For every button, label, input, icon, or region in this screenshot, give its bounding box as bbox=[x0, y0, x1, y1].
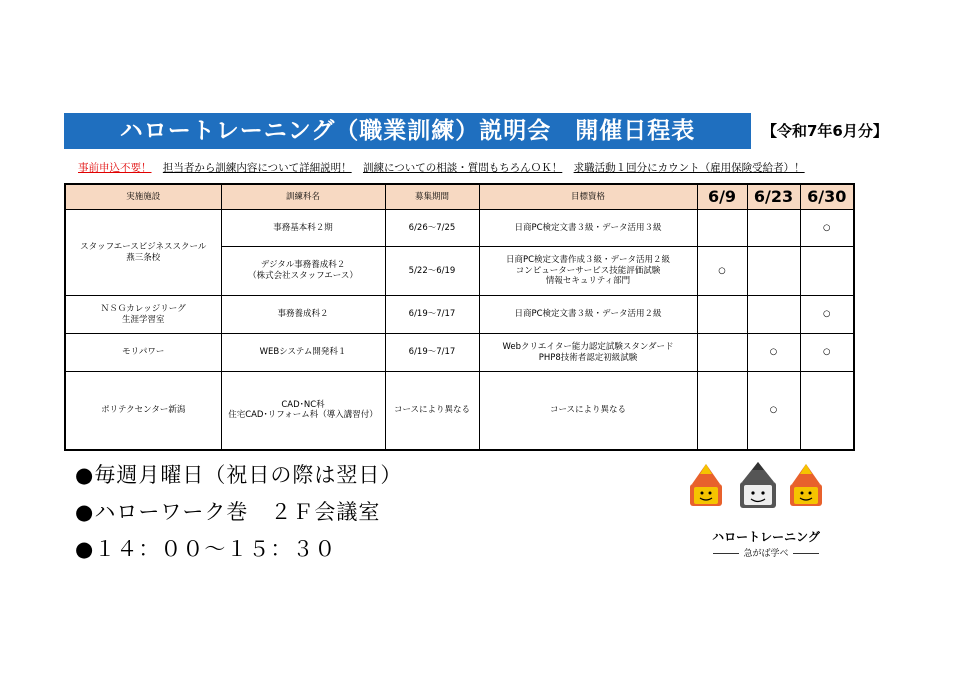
pencil-character-icon bbox=[740, 462, 776, 508]
count-note: 求職活動１回分にカウント（雇用保険受給者）！ bbox=[573, 162, 805, 174]
mark-cell bbox=[697, 334, 747, 372]
mark-cell bbox=[697, 210, 747, 247]
period-cell: コースにより異なる bbox=[385, 372, 479, 450]
target-cell: Webクリエイター能力認定試験スタンダード PHP8技術者認定初級試験 bbox=[479, 334, 697, 372]
logo-tagline: 急がば学べ bbox=[703, 546, 829, 559]
facility-cell: スタッフエースビジネススクール 燕三条校 bbox=[65, 210, 221, 296]
course-cell: 事務養成科２ bbox=[221, 296, 385, 334]
detail-note: 担当者から訓練内容について詳細説明！ bbox=[162, 162, 352, 174]
mark-cell bbox=[747, 247, 800, 296]
period-cell: 5/22～6/19 bbox=[385, 247, 479, 296]
course-cell: 事務基本科２期 bbox=[221, 210, 385, 247]
header-target: 目標資格 bbox=[479, 184, 697, 210]
table-row bbox=[65, 210, 854, 247]
mark-cell bbox=[800, 247, 854, 296]
facility-cell: ＮＳＧカレッジリーグ 生涯学習室 bbox=[65, 296, 221, 334]
facility-cell: モリパワー bbox=[65, 334, 221, 372]
mark-cell bbox=[747, 296, 800, 334]
mark-cell bbox=[800, 372, 854, 450]
mark-cell: ○ bbox=[697, 247, 747, 296]
header-course: 訓練科名 bbox=[221, 184, 385, 210]
page-title: ハロートレーニング（職業訓練）説明会 開催日程表 bbox=[64, 113, 751, 149]
target-cell: 日商PC検定文書作成３級・データ活用２級 コンピューターサービス技能評価試験 情報セキュリティ部門 bbox=[479, 247, 697, 296]
table-row bbox=[65, 334, 854, 372]
notice-line bbox=[78, 160, 805, 175]
course-cell: CAD･NC科 住宅CAD･リフォーム科（導入講習付） bbox=[221, 372, 385, 450]
pencil-character-icon bbox=[690, 464, 722, 506]
consult-note: 訓練についての相談・質問もちろんＯＫ！ bbox=[362, 162, 563, 174]
header-facility: 実施施設 bbox=[65, 184, 221, 210]
pencil-character-icon bbox=[790, 464, 822, 506]
no-reservation-note: 事前申込不要！ bbox=[78, 162, 152, 174]
logo-name: ハロートレーニング bbox=[712, 530, 820, 544]
mark-cell bbox=[697, 372, 747, 450]
time: ●１４：００～１５：３０ bbox=[75, 537, 337, 561]
table-header-row bbox=[65, 184, 854, 210]
target-cell: コースにより異なる bbox=[479, 372, 697, 450]
mark-cell: ○ bbox=[800, 296, 854, 334]
facility-cell: ポリテクセンター新潟 bbox=[65, 372, 221, 450]
venue: ●ハローワーク巻 ２Ｆ会議室 bbox=[75, 500, 381, 524]
schedule-day: ●毎週月曜日（祝日の際は翌日） bbox=[75, 463, 403, 487]
table-row bbox=[65, 296, 854, 334]
mark-cell: ○ bbox=[800, 334, 854, 372]
header-date-1: 6/9 bbox=[697, 184, 747, 210]
mark-cell: ○ bbox=[747, 372, 800, 450]
period-cell: 6/19～7/17 bbox=[385, 334, 479, 372]
mark-cell bbox=[747, 210, 800, 247]
course-cell: WEBシステム開発科１ bbox=[221, 334, 385, 372]
mark-cell: ○ bbox=[747, 334, 800, 372]
schedule-table bbox=[64, 183, 855, 451]
header-period: 募集期間 bbox=[385, 184, 479, 210]
period-cell: 6/26～7/25 bbox=[385, 210, 479, 247]
target-cell: 日商PC検定文書３級・データ活用２級 bbox=[479, 296, 697, 334]
table-row bbox=[65, 372, 854, 450]
header-date-2: 6/23 bbox=[747, 184, 800, 210]
target-cell: 日商PC検定文書３級・データ活用３級 bbox=[479, 210, 697, 247]
period-label: 【令和7年6月分】 bbox=[762, 122, 888, 140]
mark-cell bbox=[697, 296, 747, 334]
header-date-3: 6/30 bbox=[800, 184, 854, 210]
course-cell: デジタル事務養成科２ （株式会社スタッフエース） bbox=[221, 247, 385, 296]
mark-cell: ○ bbox=[800, 210, 854, 247]
period-cell: 6/19～7/17 bbox=[385, 296, 479, 334]
